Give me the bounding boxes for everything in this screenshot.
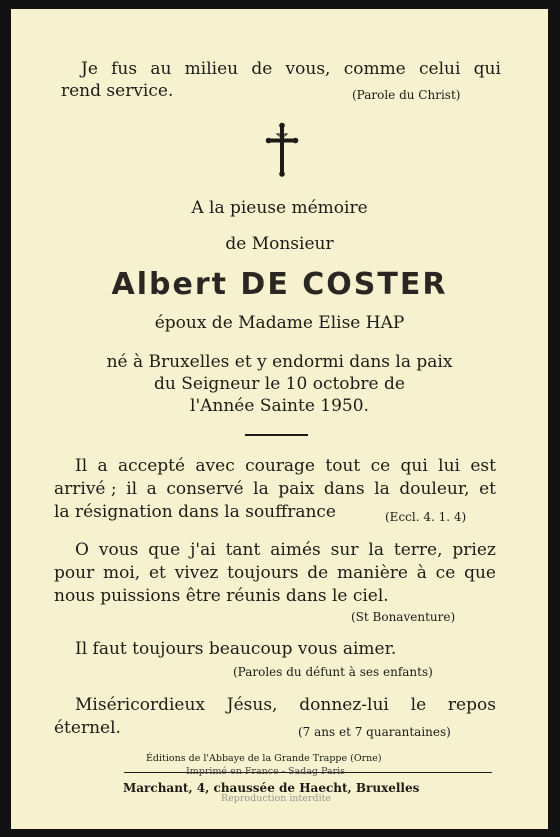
para2-line1 <box>75 540 496 560</box>
word: lui <box>438 456 460 476</box>
word: la <box>368 540 384 560</box>
word: celui <box>418 59 461 79</box>
spouse-line: époux de Madame Elise HAP <box>154 313 405 333</box>
word: priez <box>452 540 496 560</box>
word: O <box>75 540 89 560</box>
word: de <box>307 563 329 583</box>
editions-line: Éditions de l'Abbaye de la Grande Trappe (Orne) <box>146 753 382 764</box>
word: toujours <box>227 563 299 583</box>
word: Je <box>81 59 98 79</box>
word: la <box>374 479 390 499</box>
word: a <box>97 456 108 476</box>
word: et <box>479 479 496 499</box>
word: la <box>253 479 269 499</box>
memorial-intro: A la pieuse mémoire <box>191 198 368 218</box>
word: repos <box>447 695 496 715</box>
word: sur <box>330 540 359 560</box>
word: vous <box>98 540 139 560</box>
word: et <box>149 563 166 583</box>
word: paix <box>278 479 315 499</box>
para3-ref: (Paroles du défunt à ses enfants) <box>233 665 433 679</box>
word: qui <box>473 59 501 79</box>
word: manière <box>337 563 408 583</box>
quote1-line2: rend service. <box>61 81 174 101</box>
para2-line3: nous puissions être réunis dans le ciel. <box>54 586 389 606</box>
word: le <box>410 695 427 715</box>
word: terre, <box>393 540 443 560</box>
para4-ref: (7 ans et 7 quarantaines) <box>298 725 451 739</box>
word: vous, <box>285 59 331 79</box>
word: tout <box>325 456 361 476</box>
word: donnez-lui <box>299 695 389 715</box>
para2-ref: (St Bonaventure) <box>351 610 456 624</box>
para3-line1: Il faut toujours beaucoup vous aimer. <box>75 639 397 659</box>
printed-line: Imprimé en France - Sadag Paris <box>186 766 346 777</box>
word: douleur, <box>399 479 470 499</box>
word: aimés <box>270 540 321 560</box>
birth-death-line3: l'Année Sainte 1950. <box>190 396 369 416</box>
word: accepté <box>118 456 186 476</box>
word: Il <box>75 456 88 476</box>
deceased-name: Albert DE COSTER <box>111 267 448 302</box>
para4-line2: éternel. <box>54 718 121 738</box>
word: avec <box>195 456 235 476</box>
publisher-line: Marchant, 4, chaussée de Haecht, Bruxelles <box>123 781 420 795</box>
para2-line2 <box>54 563 496 583</box>
para4-line1 <box>75 695 496 715</box>
word: pour <box>54 563 95 583</box>
word: dans <box>323 479 365 499</box>
latin-cross-icon <box>265 122 299 178</box>
word: ce <box>435 563 456 583</box>
para1-line1 <box>75 456 496 476</box>
word: milieu <box>184 59 239 79</box>
word: au <box>150 59 172 79</box>
reproduction-line: Reproduction interdite <box>221 793 332 804</box>
word: à <box>416 563 427 583</box>
word: ce <box>370 456 391 476</box>
word: comme <box>343 59 406 79</box>
word: que <box>464 563 496 583</box>
word: conservé <box>166 479 244 499</box>
word: fus <box>111 59 138 79</box>
word: tant <box>225 540 261 560</box>
word: qui <box>400 456 428 476</box>
word: a <box>146 479 157 499</box>
word: arrivé ; <box>54 479 117 499</box>
word: Jésus, <box>226 695 278 715</box>
memorial-card <box>11 9 548 829</box>
divider <box>245 434 308 436</box>
birth-death-line2: du Seigneur le 10 octobre de <box>154 374 405 394</box>
memorial-title: de Monsieur <box>225 234 334 254</box>
birth-death-line1: né à Bruxelles et y endormi dans la paix <box>106 352 453 372</box>
para1-ref: (Eccl. 4. 1. 4) <box>385 510 467 524</box>
para1-line2 <box>54 479 496 499</box>
quote1-source: (Parole du Christ) <box>352 88 461 102</box>
para1-line3: la résignation dans la souffrance <box>54 502 336 522</box>
word: vivez <box>174 563 219 583</box>
quote1-line1 <box>81 59 501 79</box>
word: est <box>470 456 496 476</box>
word: j'ai <box>190 540 216 560</box>
word: il <box>126 479 138 499</box>
word: courage <box>245 456 315 476</box>
word: de <box>251 59 273 79</box>
word: moi, <box>103 563 141 583</box>
word: Miséricordieux <box>75 695 205 715</box>
word: que <box>148 540 181 560</box>
